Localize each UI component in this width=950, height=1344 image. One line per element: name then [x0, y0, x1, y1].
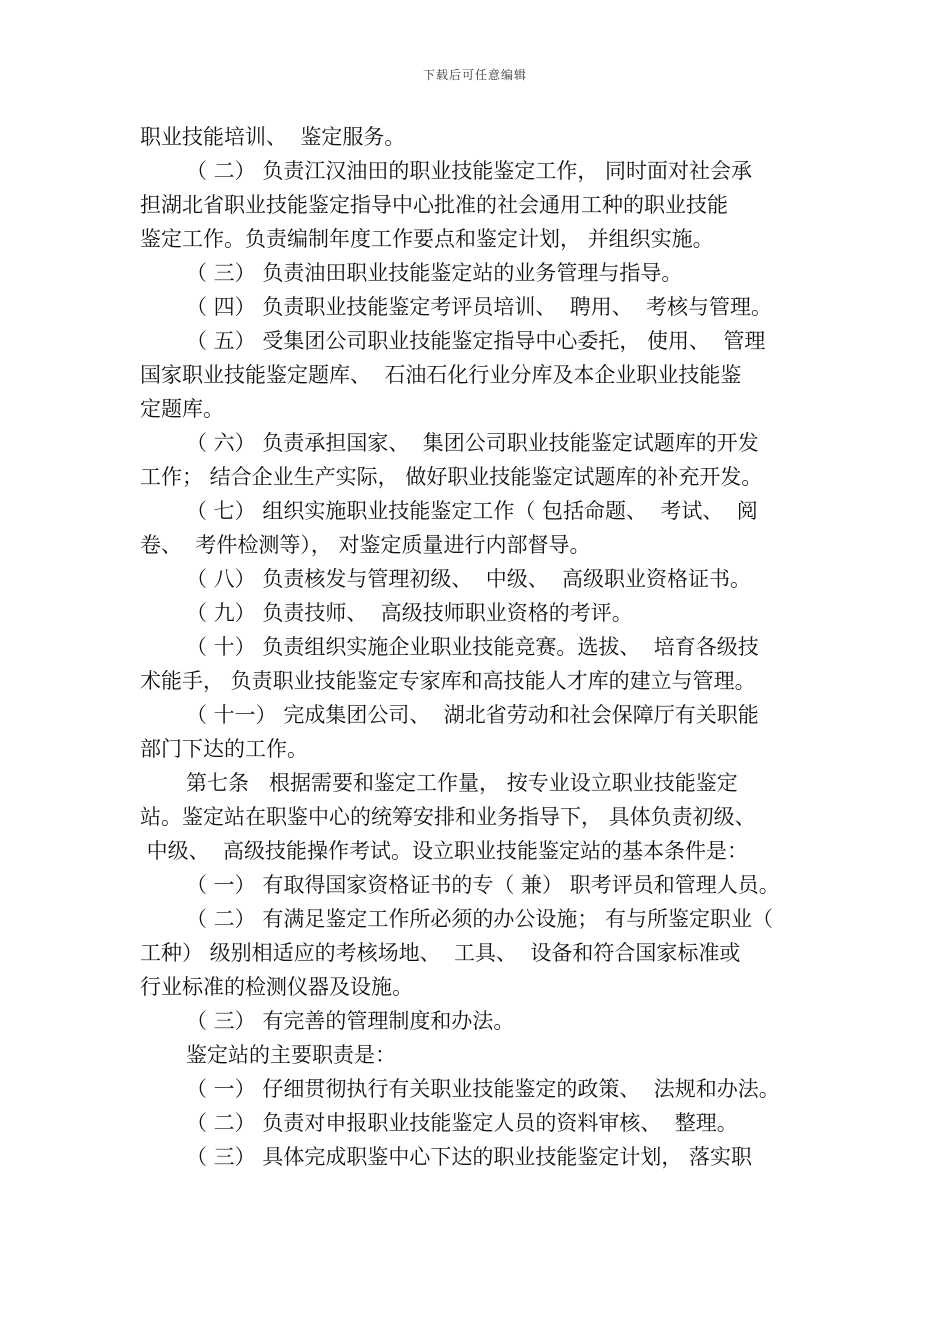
document-body [140, 120, 820, 1174]
text-line: 站。鉴定站在职鉴中心的统筹安排和业务指导下， 具体负责初级、 [140, 805, 756, 829]
page-header: 下载后可任意编辑 [422, 68, 527, 82]
text-line: （ 二） 负责对申报职业技能鉴定人员的资料审核、 整理。 [186, 1111, 738, 1135]
text-line: （ 一） 仔细贯彻执行有关职业技能鉴定的政策、 法规和办法。 [186, 1077, 780, 1101]
text-line: （ 十） 负责组织实施企业职业技能竞赛。选拔、 培育各级技 [186, 635, 759, 659]
text-line: 第七条 根据需要和鉴定工作量， 按专业设立职业技能鉴定 [186, 771, 738, 795]
text-line: （ 七） 组织实施职业技能鉴定工作（ 包括命题、 考试、 阅 [186, 499, 758, 523]
text-line: （ 五） 受集团公司职业技能鉴定指导中心委托， 使用、 管理 [186, 329, 766, 353]
text-line: （ 三） 负责油田职业技能鉴定站的业务管理与指导。 [186, 261, 683, 285]
text-line: 职业技能培训、 鉴定服务。 [140, 125, 406, 149]
text-line: 担湖北省职业技能鉴定指导中心批准的社会通用工种的职业技能 [140, 193, 728, 217]
text-line: 卷、 考件检测等）， 对鉴定质量进行内部督导。 [140, 533, 591, 557]
text-line: 工种） 级别相适应的考核场地、 工具、 设备和符合国家标准或 [140, 941, 741, 965]
text-line: 定题库。 [140, 397, 224, 421]
text-line: （ 二） 负责江汉油田的职业技能鉴定工作， 同时面对社会承 [186, 159, 753, 183]
text-line: （ 六） 负责承担国家、 集团公司职业技能鉴定试题库的开发 [186, 431, 759, 455]
text-line: 鉴定站的主要职责是： [186, 1043, 396, 1067]
text-line: 国家职业技能鉴定题库、 石油石化行业分库及本企业职业技能鉴 [140, 363, 742, 387]
text-line: 工作； 结合企业生产实际， 做好职业技能鉴定试题库的补充开发。 [140, 465, 763, 489]
text-line: （ 二） 有满足鉴定工作所必须的办公设施； 有与所鉴定职业（ [186, 907, 774, 931]
text-line: （ 一） 有取得国家资格证书的专（ 兼） 职考评员和管理人员。 [186, 873, 780, 897]
text-line: 部门下达的工作。 [140, 737, 308, 761]
text-line: 术能手， 负责职业技能鉴定专家库和高技能人才库的建立与管理。 [140, 669, 756, 693]
text-line: （ 四） 负责职业技能鉴定考评员培训、 聘用、 考核与管理。 [186, 295, 773, 319]
text-line: （ 九） 负责技师、 高级技师职业资格的考评。 [186, 601, 633, 625]
text-line: （ 三） 具体完成职鉴中心下达的职业技能鉴定计划， 落实职 [186, 1145, 753, 1169]
text-line: （ 十一） 完成集团公司、 湖北省劳动和社会保障厅有关职能 [186, 703, 759, 727]
text-line: 中级、 高级技能操作考试。设立职业技能鉴定站的基本条件是： [140, 839, 749, 863]
text-line: 行业标准的检测仪器及设施。 [140, 975, 413, 999]
text-line: （ 三） 有完善的管理制度和办法。 [186, 1009, 515, 1033]
text-line: （ 八） 负责核发与管理初级、 中级、 高级职业资格证书。 [186, 567, 752, 591]
text-line: 鉴定工作。负责编制年度工作要点和鉴定计划， 并组织实施。 [140, 227, 714, 251]
